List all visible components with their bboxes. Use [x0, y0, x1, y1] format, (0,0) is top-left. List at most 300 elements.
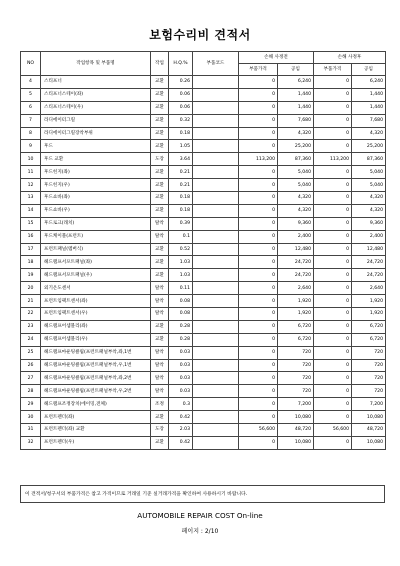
row-hq: 0.1: [169, 230, 193, 243]
row-before-labor: 720: [278, 385, 314, 398]
table-row: [21, 243, 386, 256]
table-row: [21, 359, 386, 372]
row-hq: 0.06: [169, 101, 193, 114]
row-after-labor: 4,320: [352, 192, 386, 205]
row-after-part-price: 0: [314, 359, 352, 372]
row-item: 헤드램프마운팅클립(프런트패널부착,우,2번: [41, 385, 151, 398]
table-row: [21, 217, 386, 230]
row-work: 탈착: [151, 282, 169, 295]
row-after-labor: 10,080: [352, 436, 386, 449]
row-before-part-price: 0: [239, 88, 278, 101]
row-after-part-price: 0: [314, 230, 352, 243]
row-work: 교환: [151, 243, 169, 256]
row-hq: 0.21: [169, 166, 193, 179]
row-after-part-price: 0: [314, 140, 352, 153]
table-row: [21, 411, 386, 424]
table-body: [21, 76, 386, 450]
row-item: 헤드램프서포트패널(우): [41, 269, 151, 282]
row-after-labor: 5,040: [352, 179, 386, 192]
row-after-part-price: 0: [314, 385, 352, 398]
row-item: 헤드램프마운팅클립(프런트패널부착,우,1번: [41, 359, 151, 372]
row-no: 28: [21, 385, 41, 398]
row-after-labor: 10,080: [352, 411, 386, 424]
row-before-part-price: 0: [239, 282, 278, 295]
row-part-code: [193, 436, 239, 449]
row-work: 교환: [151, 269, 169, 282]
row-item: 후드로크(래치): [41, 217, 151, 230]
row-before-labor: 5,040: [278, 179, 314, 192]
row-after-labor: 1,440: [352, 88, 386, 101]
row-no: 26: [21, 359, 41, 372]
row-item: 헤드램프어셈블리(우): [41, 333, 151, 346]
row-work: 교환: [151, 101, 169, 114]
row-item: 후드힌지(우): [41, 179, 151, 192]
row-no: 5: [21, 88, 41, 101]
row-after-labor: 9,360: [352, 217, 386, 230]
row-before-part-price: 0: [239, 166, 278, 179]
row-work: 탈착: [151, 346, 169, 359]
row-after-part-price: 0: [314, 372, 352, 385]
row-work: 탈착: [151, 372, 169, 385]
row-item: 스티프너: [41, 76, 151, 89]
row-hq: 0.03: [169, 385, 193, 398]
row-item: 프런트임팩트센서(좌): [41, 295, 151, 308]
row-hq: 0.28: [169, 333, 193, 346]
row-after-labor: 4,320: [352, 204, 386, 217]
row-part-code: [193, 114, 239, 127]
row-no: 20: [21, 282, 41, 295]
row-hq: 1.03: [169, 256, 193, 269]
row-before-labor: 6,720: [278, 333, 314, 346]
table-row: [21, 127, 386, 140]
row-item: 프런트펜더(좌) 교환: [41, 424, 151, 437]
row-no: 9: [21, 140, 41, 153]
row-item: 스티프너스테이(좌): [41, 88, 151, 101]
row-after-labor: 1,920: [352, 295, 386, 308]
row-no: 31: [21, 424, 41, 437]
row-item: 후드쇼바(좌): [41, 192, 151, 205]
row-after-part-price: 113,200: [314, 153, 352, 166]
table-row: [21, 424, 386, 437]
row-after-labor: 87,360: [352, 153, 386, 166]
row-no: 17: [21, 243, 41, 256]
row-after-labor: 720: [352, 385, 386, 398]
row-after-part-price: 0: [314, 192, 352, 205]
price-notice: 이 견적서/청구서의 부품가격은 참고 가격이므로 거래일 기준 실거래가격을 확인하여 사용하시기 바랍니다.: [20, 485, 385, 503]
row-part-code: [193, 295, 239, 308]
row-before-part-price: 0: [239, 114, 278, 127]
row-work: 탈착: [151, 308, 169, 321]
row-after-part-price: 0: [314, 127, 352, 140]
estimate-table: [20, 51, 386, 450]
row-item: 후드 교환: [41, 153, 151, 166]
row-after-part-price: 0: [314, 256, 352, 269]
row-after-labor: 720: [352, 372, 386, 385]
row-item: 헤드램프마운팅클립(프런트패널부착,좌,2번: [41, 372, 151, 385]
row-before-labor: 5,040: [278, 166, 314, 179]
row-after-labor: 25,200: [352, 140, 386, 153]
row-work: 도장: [151, 153, 169, 166]
row-no: 27: [21, 372, 41, 385]
row-before-labor: 25,200: [278, 140, 314, 153]
row-before-part-price: 113,200: [239, 153, 278, 166]
table-row: [21, 230, 386, 243]
row-after-part-price: 0: [314, 333, 352, 346]
row-before-part-price: 0: [239, 101, 278, 114]
row-no: 8: [21, 127, 41, 140]
row-hq: 0.18: [169, 204, 193, 217]
row-after-labor: 6,240: [352, 76, 386, 89]
row-before-part-price: 0: [239, 295, 278, 308]
row-before-part-price: 0: [239, 127, 278, 140]
row-part-code: [193, 101, 239, 114]
table-row: [21, 153, 386, 166]
table-row: [21, 436, 386, 449]
header-item: 작업항목 및 부품명: [41, 52, 151, 76]
table-row: [21, 333, 386, 346]
table-row: [21, 101, 386, 114]
row-before-part-price: 0: [239, 385, 278, 398]
row-before-part-price: 0: [239, 436, 278, 449]
table-row: [21, 295, 386, 308]
header-before-part-price: 부품가격: [239, 64, 278, 76]
row-after-part-price: 0: [314, 217, 352, 230]
row-before-labor: 10,080: [278, 436, 314, 449]
row-after-labor: 2,640: [352, 282, 386, 295]
row-after-labor: 4,320: [352, 127, 386, 140]
row-after-part-price: 56,600: [314, 424, 352, 437]
table-row: [21, 192, 386, 205]
row-work: 조정: [151, 398, 169, 411]
row-before-labor: 1,920: [278, 295, 314, 308]
row-item: 프런트임팩트센서(우): [41, 308, 151, 321]
row-after-labor: 2,400: [352, 230, 386, 243]
table-row: [21, 282, 386, 295]
row-after-labor: 12,480: [352, 243, 386, 256]
row-after-labor: 1,440: [352, 101, 386, 114]
row-part-code: [193, 230, 239, 243]
row-after-part-price: 0: [314, 295, 352, 308]
row-part-code: [193, 256, 239, 269]
row-after-part-price: 0: [314, 179, 352, 192]
row-item: 후드쇼바(우): [41, 204, 151, 217]
row-no: 7: [21, 114, 41, 127]
table-row: [21, 88, 386, 101]
row-before-labor: 1,440: [278, 88, 314, 101]
row-after-part-price: 0: [314, 282, 352, 295]
row-before-part-price: 0: [239, 179, 278, 192]
row-part-code: [193, 320, 239, 333]
row-part-code: [193, 204, 239, 217]
row-item: 스티프너스테이(우): [41, 101, 151, 114]
row-after-labor: 1,920: [352, 308, 386, 321]
row-no: 25: [21, 346, 41, 359]
row-after-labor: 7,680: [352, 114, 386, 127]
row-hq: 0.42: [169, 436, 193, 449]
row-work: 탈착: [151, 385, 169, 398]
row-hq: 0.39: [169, 217, 193, 230]
row-before-labor: 720: [278, 359, 314, 372]
row-hq: 0.32: [169, 114, 193, 127]
row-no: 32: [21, 436, 41, 449]
row-item: 라디에이터그릴: [41, 114, 151, 127]
header-before-labor: 공임: [278, 64, 314, 76]
row-before-labor: 12,480: [278, 243, 314, 256]
row-after-part-price: 0: [314, 308, 352, 321]
row-before-labor: 720: [278, 372, 314, 385]
row-part-code: [193, 398, 239, 411]
row-no: 11: [21, 166, 41, 179]
row-hq: 1.05: [169, 140, 193, 153]
row-work: 교환: [151, 179, 169, 192]
table-row: [21, 320, 386, 333]
row-before-labor: 2,640: [278, 282, 314, 295]
row-after-labor: 720: [352, 346, 386, 359]
row-before-labor: 4,320: [278, 192, 314, 205]
row-before-labor: 24,720: [278, 269, 314, 282]
row-no: 21: [21, 295, 41, 308]
header-before-assessment: 손해 사정전: [239, 52, 314, 64]
row-work: 탈착: [151, 230, 169, 243]
row-after-part-price: 0: [314, 204, 352, 217]
row-work: 교환: [151, 411, 169, 424]
row-hq: 0.18: [169, 192, 193, 205]
row-before-part-price: 0: [239, 230, 278, 243]
table-row: [21, 398, 386, 411]
row-before-part-price: 0: [239, 243, 278, 256]
document-title: 보험수리비 견적서: [149, 28, 251, 42]
row-before-part-price: 0: [239, 320, 278, 333]
row-before-part-price: 0: [239, 256, 278, 269]
row-work: 탈착: [151, 217, 169, 230]
row-before-labor: 4,320: [278, 204, 314, 217]
row-before-part-price: 0: [239, 411, 278, 424]
row-before-labor: 4,320: [278, 127, 314, 140]
row-hq: 0.52: [169, 243, 193, 256]
row-after-labor: 24,720: [352, 256, 386, 269]
row-after-part-price: 0: [314, 436, 352, 449]
row-hq: 0.42: [169, 411, 193, 424]
row-before-labor: 6,240: [278, 76, 314, 89]
row-item: 헤드램프조정장치(에이밍,전체): [41, 398, 151, 411]
row-after-labor: 6,720: [352, 333, 386, 346]
row-hq: 0.08: [169, 295, 193, 308]
row-after-part-price: 0: [314, 101, 352, 114]
row-hq: 0.21: [169, 179, 193, 192]
row-after-part-price: 0: [314, 88, 352, 101]
row-before-part-price: 0: [239, 398, 278, 411]
row-hq: 0.06: [169, 88, 193, 101]
row-hq: 0.03: [169, 359, 193, 372]
row-after-part-price: 0: [314, 346, 352, 359]
row-no: 24: [21, 333, 41, 346]
row-item: 헤드램프어셈블리(좌): [41, 320, 151, 333]
row-part-code: [193, 179, 239, 192]
row-work: 교환: [151, 76, 169, 89]
row-part-code: [193, 88, 239, 101]
row-work: 교환: [151, 204, 169, 217]
row-item: 헤드램프서포트패널(좌): [41, 256, 151, 269]
row-hq: 2.03: [169, 424, 193, 437]
row-after-part-price: 0: [314, 166, 352, 179]
row-work: 교환: [151, 127, 169, 140]
row-part-code: [193, 76, 239, 89]
header-hq: H.Q.%: [169, 52, 193, 76]
row-work: 교환: [151, 256, 169, 269]
table-row: [21, 372, 386, 385]
row-part-code: [193, 217, 239, 230]
row-after-labor: 720: [352, 359, 386, 372]
row-before-labor: 24,720: [278, 256, 314, 269]
row-no: 4: [21, 76, 41, 89]
row-before-labor: 1,920: [278, 308, 314, 321]
row-no: 19: [21, 269, 41, 282]
row-part-code: [193, 411, 239, 424]
table-row: [21, 256, 386, 269]
row-part-code: [193, 127, 239, 140]
header-after-part-price: 부품가격: [314, 64, 352, 76]
row-no: 12: [21, 179, 41, 192]
row-after-part-price: 0: [314, 398, 352, 411]
row-after-part-price: 0: [314, 411, 352, 424]
row-hq: 0.03: [169, 346, 193, 359]
row-before-labor: 48,720: [278, 424, 314, 437]
table-row: [21, 179, 386, 192]
row-after-part-price: 0: [314, 114, 352, 127]
row-no: 15: [21, 217, 41, 230]
row-part-code: [193, 308, 239, 321]
row-after-part-price: 0: [314, 243, 352, 256]
row-after-labor: 6,720: [352, 320, 386, 333]
row-item: 후드: [41, 140, 151, 153]
row-after-labor: 5,040: [352, 166, 386, 179]
row-item: 후드케이블(프런트): [41, 230, 151, 243]
row-work: 교환: [151, 192, 169, 205]
row-after-part-price: 0: [314, 76, 352, 89]
row-hq: 0.3: [169, 398, 193, 411]
row-no: 23: [21, 320, 41, 333]
row-part-code: [193, 385, 239, 398]
row-part-code: [193, 359, 239, 372]
row-after-labor: 7,200: [352, 398, 386, 411]
row-before-labor: 7,680: [278, 114, 314, 127]
row-part-code: [193, 140, 239, 153]
row-item: 프런트패널(멤버식): [41, 243, 151, 256]
row-work: 교환: [151, 333, 169, 346]
row-part-code: [193, 166, 239, 179]
row-after-part-price: 0: [314, 269, 352, 282]
row-before-part-price: 0: [239, 372, 278, 385]
table-row: [21, 308, 386, 321]
table-row: [21, 166, 386, 179]
row-hq: 1.03: [169, 269, 193, 282]
row-before-labor: 7,200: [278, 398, 314, 411]
row-no: 6: [21, 101, 41, 114]
row-no: 14: [21, 204, 41, 217]
row-before-part-price: 0: [239, 346, 278, 359]
row-hq: 0.28: [169, 320, 193, 333]
row-before-part-price: 0: [239, 359, 278, 372]
row-no: 30: [21, 411, 41, 424]
table-row: [21, 385, 386, 398]
row-part-code: [193, 192, 239, 205]
header-work: 작업: [151, 52, 169, 76]
row-before-part-price: 0: [239, 333, 278, 346]
table-row: [21, 140, 386, 153]
row-part-code: [193, 372, 239, 385]
row-work: 도장: [151, 424, 169, 437]
row-work: 탈착: [151, 359, 169, 372]
row-work: 교환: [151, 88, 169, 101]
row-no: 10: [21, 153, 41, 166]
header-part-code: 부품코드: [193, 52, 239, 76]
row-before-labor: 720: [278, 346, 314, 359]
row-before-part-price: 0: [239, 76, 278, 89]
table-row: [21, 76, 386, 89]
row-no: 18: [21, 256, 41, 269]
header-no: NO: [21, 52, 41, 76]
row-hq: 0.11: [169, 282, 193, 295]
row-before-labor: 6,720: [278, 320, 314, 333]
row-before-labor: 2,400: [278, 230, 314, 243]
row-work: 교환: [151, 320, 169, 333]
row-after-labor: 48,720: [352, 424, 386, 437]
header-after-assessment: 손해 사정후: [314, 52, 386, 64]
row-before-labor: 87,360: [278, 153, 314, 166]
row-before-part-price: 0: [239, 204, 278, 217]
row-no: 29: [21, 398, 41, 411]
row-before-part-price: 0: [239, 308, 278, 321]
row-work: 교환: [151, 114, 169, 127]
table-row: [21, 204, 386, 217]
row-before-part-price: 0: [239, 217, 278, 230]
row-part-code: [193, 269, 239, 282]
row-before-labor: 1,440: [278, 101, 314, 114]
row-before-part-price: 0: [239, 269, 278, 282]
row-hq: 0.18: [169, 127, 193, 140]
row-after-part-price: 0: [314, 320, 352, 333]
row-hq: 3.64: [169, 153, 193, 166]
row-item: 헤드램프마운팅클립(프런트패널부착,좌,1번: [41, 346, 151, 359]
row-hq: 0.03: [169, 372, 193, 385]
row-no: 22: [21, 308, 41, 321]
table-row: [21, 114, 386, 127]
table-row: [21, 346, 386, 359]
row-work: 교환: [151, 166, 169, 179]
header-after-labor: 공임: [352, 64, 386, 76]
row-no: 16: [21, 230, 41, 243]
row-hq: 0.08: [169, 308, 193, 321]
row-item: 라디에이터그릴장착부위: [41, 127, 151, 140]
table-header: [21, 52, 386, 76]
row-item: 프런트펜더(우): [41, 436, 151, 449]
row-part-code: [193, 282, 239, 295]
row-part-code: [193, 153, 239, 166]
row-item: 후드힌지(좌): [41, 166, 151, 179]
row-item: 프런트펜더(좌): [41, 411, 151, 424]
footer-title: AUTOMOBILE REPAIR COST On-line: [137, 511, 263, 520]
row-no: 13: [21, 192, 41, 205]
row-before-labor: 9,360: [278, 217, 314, 230]
row-work: 탈착: [151, 295, 169, 308]
row-part-code: [193, 424, 239, 437]
page-number: 페이지 : 2/10: [181, 528, 219, 535]
row-part-code: [193, 243, 239, 256]
row-part-code: [193, 346, 239, 359]
row-work: 교환: [151, 436, 169, 449]
row-before-part-price: 56,600: [239, 424, 278, 437]
row-hq: 0.26: [169, 76, 193, 89]
